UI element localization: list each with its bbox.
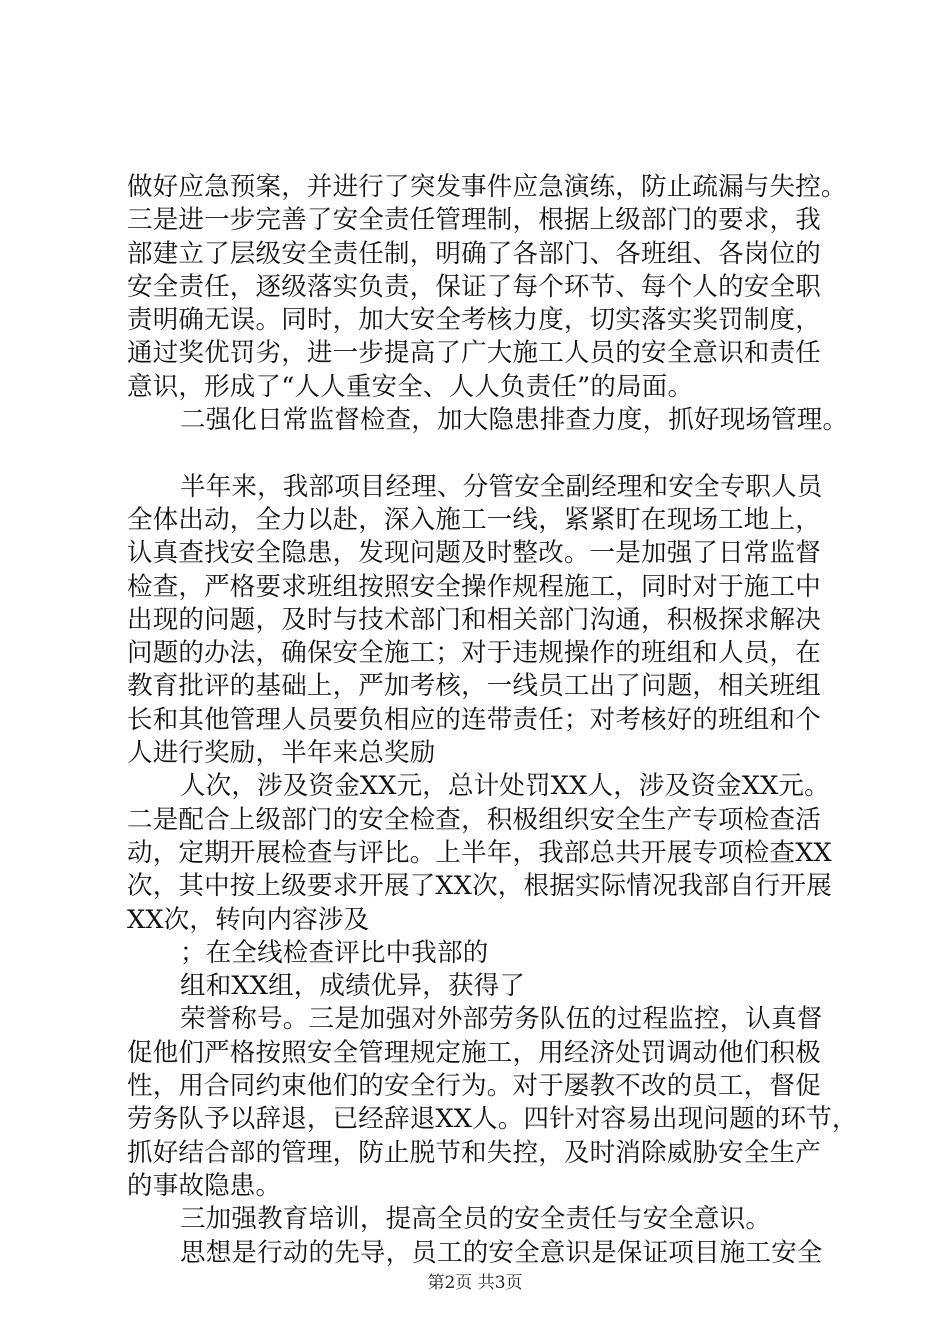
text-line: 责明确无误。同时，加大安全考核力度，切实落实奖罚制度， (127, 305, 821, 336)
text-line: 三是进一步完善了安全责任管理制，根据上级部门的要求，我 (127, 205, 821, 236)
section-heading: 二强化日常监督检查，加大隐患排查力度，抓好现场管理。 (180, 405, 849, 436)
text-line: 促他们严格按照安全管理规定施工，用经济处罚调动他们积极 (127, 1037, 821, 1068)
text-line: 二是配合上级部门的安全检查，积极组织安全生产专项检查活 (127, 804, 821, 835)
text-line: 部建立了层级安全责任制，明确了各部门、各班组、各岗位的 (127, 238, 821, 269)
text-line: 意识，形成了“人人重安全、人人负责任”的局面。 (127, 371, 694, 402)
text-line: 劳务队予以辞退，已经辞退XX人。四针对容易出现问题的环节， (127, 1104, 858, 1135)
text-line: 半年来，我部项目经理、分管安全副经理和安全专职人员 (180, 471, 823, 502)
text-line: 的事故隐患。 (127, 1170, 282, 1201)
page-number-footer: 第2页 共3页 (427, 1273, 523, 1293)
text-line: 性，用合同约束他们的安全行为。对于屡教不改的员工，督促 (127, 1071, 821, 1102)
blank-line (127, 437, 847, 470)
text-line: 人次，涉及资金XX元，总计处罚XX人，涉及资金XX元。 (180, 771, 830, 802)
text-line: XX次，转向内容涉及 (127, 904, 370, 935)
text-line: 思想是行动的先导，员工的安全意识是保证项目施工安全 (180, 1237, 823, 1268)
text-line: 出现的问题，及时与技术部门和相关部门沟通，积极探求解决 (127, 604, 821, 635)
text-line: 问题的办法，确保安全施工；对于违规操作的班组和人员，在 (127, 638, 821, 669)
text-line: 认真查找安全隐患，发现问题及时整改。一是加强了日常监督 (127, 538, 821, 569)
text-line: 次，其中按上级要求开展了XX次，根据实际情况我部自行开展 (127, 871, 832, 902)
body-text (127, 171, 858, 1270)
text-line: 动，定期开展检查与评比。上半年，我部总共开展专项检查XX (127, 837, 832, 868)
text-line: 通过奖优罚劣，进一步提高了广大施工人员的安全意识和责任 (127, 338, 821, 369)
text-line: 抓好结合部的管理，防止脱节和失控，及时消除威胁安全生产 (127, 1137, 821, 1168)
text-line: 荣誉称号。三是加强对外部劳务队伍的过程监控，认真督 (180, 1004, 823, 1035)
text-line: 教育批评的基础上，严加考核，一线员工出了问题，相关班组 (127, 671, 821, 702)
text-line: 全体出动，全力以赴，深入施工一线，紧紧盯在现场工地上， (127, 504, 821, 535)
text-line: 人进行奖励，半年来总奖励 (127, 738, 436, 769)
text-line: ；在全线检查评比中我部的 (180, 937, 489, 968)
text-line: 检查，严格要求班组按照安全操作规程施工，同时对于施工中 (127, 571, 821, 602)
section-heading: 三加强教育培训，提高全员的安全责任与安全意识。 (180, 1204, 772, 1235)
text-line: 组和XX组，成绩优异，获得了 (180, 971, 526, 1002)
text-line: 长和其他管理人员要负相应的连带责任；对考核好的班组和个 (127, 704, 821, 735)
text-line: 安全责任，逐级落实负责，保证了每个环节、每个人的安全职 (127, 271, 821, 302)
text-line: 做好应急预案，并进行了突发事件应急演练，防止疏漏与失控。 (127, 172, 847, 202)
